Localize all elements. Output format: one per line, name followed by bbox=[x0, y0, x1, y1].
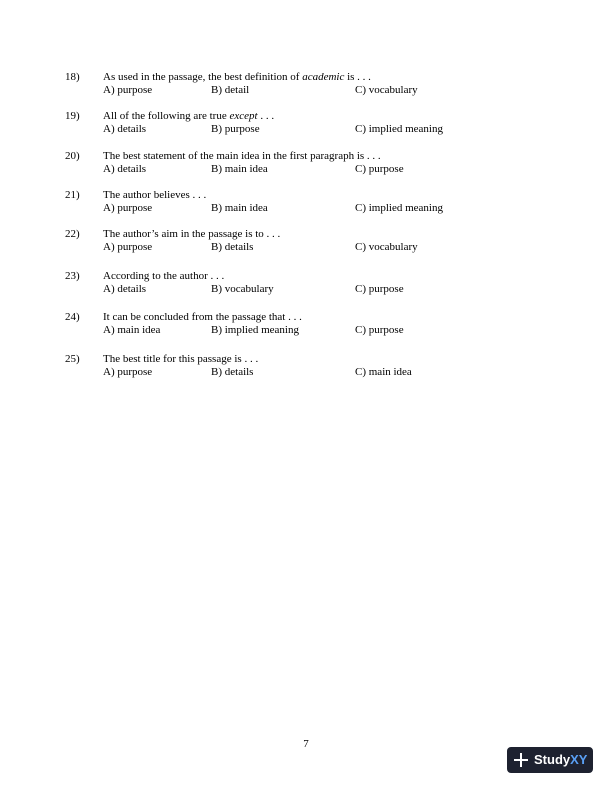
question-number: 18) bbox=[65, 71, 80, 83]
option-c: C) vocabulary bbox=[355, 241, 418, 253]
option-b: B) purpose bbox=[211, 123, 260, 135]
page-number: 7 bbox=[303, 738, 309, 750]
option-a: A) details bbox=[103, 283, 147, 295]
studyxy-badge[interactable] bbox=[507, 747, 593, 773]
question-stem: It can be concluded from the passage that . . . bbox=[103, 311, 302, 323]
option-c: C) implied meaning bbox=[355, 123, 443, 135]
question-stem: According to the author . . . bbox=[103, 270, 225, 282]
option-a: A) details bbox=[103, 163, 147, 175]
option-c: C) main idea bbox=[355, 366, 412, 378]
option-b: B) main idea bbox=[211, 163, 268, 175]
question-stem: The best statement of the main idea in the first paragraph is . . . bbox=[103, 150, 381, 162]
question-stem: All of the following are true except . . . bbox=[103, 110, 275, 122]
question-number: 22) bbox=[65, 228, 80, 240]
option-b: B) main idea bbox=[211, 202, 268, 214]
option-b: B) vocabulary bbox=[211, 283, 274, 295]
question-stem: The best title for this passage is . . . bbox=[103, 353, 259, 365]
option-a: A) main idea bbox=[103, 324, 161, 336]
question-stem: The author believes . . . bbox=[103, 189, 207, 201]
question-number: 20) bbox=[65, 150, 80, 162]
option-b: B) implied meaning bbox=[211, 324, 299, 336]
question-stem: As used in the passage, the best definition of academic is . . . bbox=[103, 71, 371, 83]
question-number: 21) bbox=[65, 189, 80, 201]
option-c: C) vocabulary bbox=[355, 84, 418, 96]
option-a: A) purpose bbox=[103, 366, 153, 378]
option-b: B) details bbox=[211, 241, 254, 253]
option-a: A) purpose bbox=[103, 241, 153, 253]
option-b: B) detail bbox=[211, 84, 250, 96]
option-a: A) details bbox=[103, 123, 147, 135]
option-a: A) purpose bbox=[103, 84, 153, 96]
question-number: 23) bbox=[65, 270, 80, 282]
option-a: A) purpose bbox=[103, 202, 153, 214]
option-c: C) purpose bbox=[355, 163, 404, 175]
brand-logo: StudyXY bbox=[534, 752, 588, 767]
question-number: 19) bbox=[65, 110, 80, 122]
question-stem: The author’s aim in the passage is to . . . bbox=[103, 228, 281, 240]
question-number: 24) bbox=[65, 311, 80, 323]
option-c: C) purpose bbox=[355, 324, 404, 336]
option-c: C) implied meaning bbox=[355, 202, 443, 214]
option-b: B) details bbox=[211, 366, 254, 378]
plus-icon bbox=[514, 753, 528, 767]
option-c: C) purpose bbox=[355, 283, 404, 295]
question-number: 25) bbox=[65, 353, 80, 365]
